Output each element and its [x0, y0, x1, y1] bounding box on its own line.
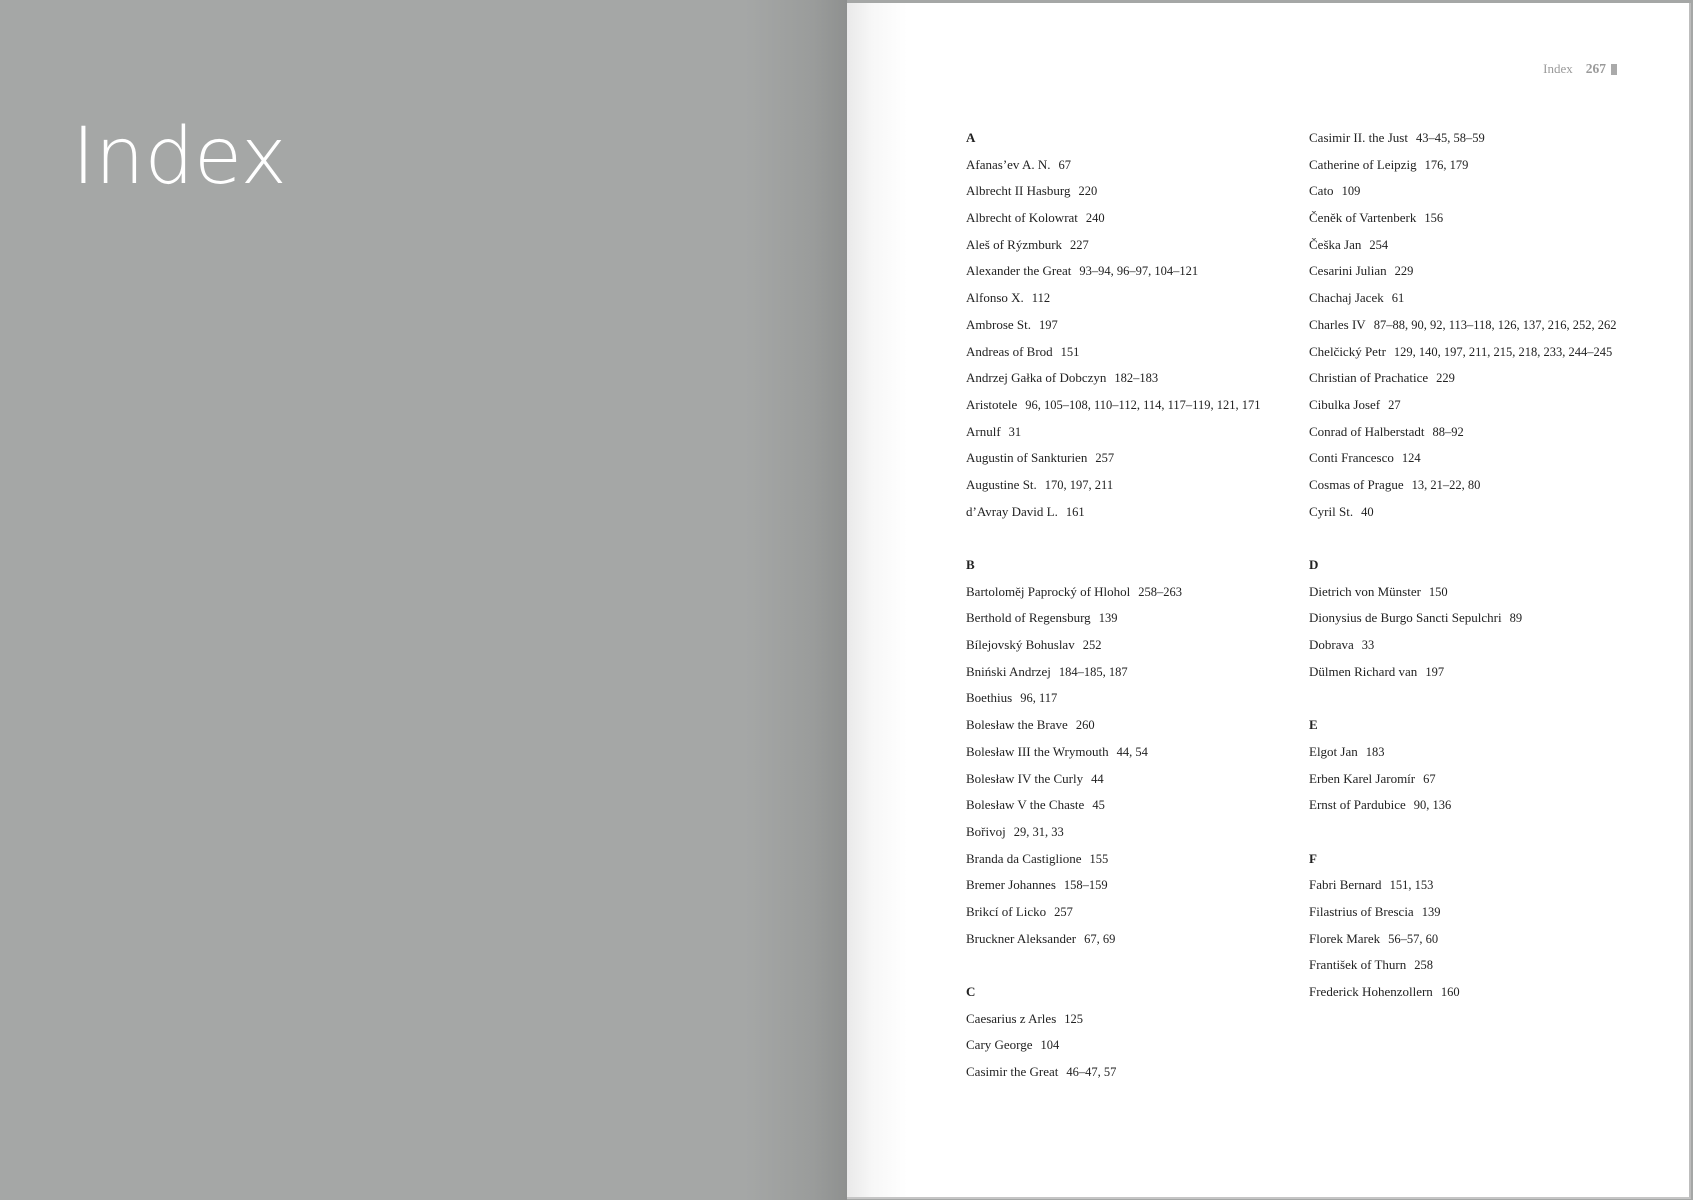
index-entry [1309, 926, 1617, 953]
index-entry [966, 232, 1260, 259]
index-entry [966, 659, 1260, 686]
entry-pages: 67, 69 [1084, 931, 1116, 946]
entry-pages: 170, 197, 211 [1044, 477, 1114, 492]
entry-pages: 160 [1440, 985, 1460, 999]
index-entry [1309, 739, 1617, 766]
entry-name: Augustin of Sankturien [966, 450, 1088, 466]
running-head [1543, 61, 1617, 77]
entry-pages: 150 [1428, 584, 1448, 599]
entry-name: Chachaj Jacek [1309, 290, 1384, 306]
index-entry [1309, 605, 1617, 632]
index-column-right [1309, 125, 1617, 1032]
entry-name: Bolesław III the Wrymouth [966, 743, 1109, 759]
entry-pages: 87–88, 90, 92, 113–118, 126, 137, 216, 252, 262 [1373, 317, 1617, 332]
index-entry [966, 445, 1260, 472]
entry-pages: 156 [1424, 211, 1444, 226]
entry-name: Cyril St. [1309, 503, 1354, 519]
index-entry [966, 872, 1260, 899]
index-entry [966, 739, 1260, 766]
index-entry [966, 1059, 1260, 1086]
index-entry [966, 605, 1260, 632]
entry-pages: 112 [1031, 291, 1051, 306]
index-entry [1309, 872, 1617, 899]
entry-name: Andreas of Brod [966, 343, 1053, 359]
entry-pages: 124 [1401, 451, 1421, 466]
entry-name: Ambrose St. [966, 316, 1031, 332]
index-entry [1309, 899, 1617, 926]
entry-name: d’Avray David L. [966, 503, 1058, 519]
entry-pages: 184–185, 187 [1058, 664, 1128, 679]
index-entry [1309, 766, 1617, 793]
index-section [966, 979, 1260, 1086]
running-head-label: Index [1543, 61, 1573, 76]
index-entry [1309, 232, 1617, 259]
section-letter: D [1309, 557, 1319, 572]
entry-pages: 260 [1075, 718, 1095, 733]
index-entry [966, 846, 1260, 873]
entry-name: Bořivoj [966, 823, 1006, 839]
entry-pages: 161 [1065, 504, 1085, 519]
entry-pages: 257 [1054, 904, 1073, 919]
index-entry [1309, 312, 1617, 339]
entry-pages: 13, 21–22, 80 [1411, 477, 1481, 492]
index-column-left [966, 125, 1260, 1112]
entry-name: Bolesław the Brave [966, 717, 1068, 733]
index-entry [1309, 178, 1617, 205]
entry-name: Casimir II. the Just [1309, 130, 1408, 145]
entry-name: Bolesław IV the Curly [966, 770, 1084, 786]
entry-pages: 29, 31, 33 [1013, 824, 1064, 839]
entry-name: Erben Karel Jaromír [1309, 770, 1416, 786]
entry-name: Charles IV [1309, 316, 1366, 332]
entry-name: Andrzej Gałka of Dobczyn [966, 370, 1107, 386]
index-entry [1309, 445, 1617, 472]
entry-pages: 44, 54 [1116, 744, 1148, 759]
entry-name: František of Thurn [1309, 957, 1407, 973]
entry-pages: 40 [1361, 504, 1374, 519]
entry-pages: 104 [1040, 1038, 1060, 1053]
entry-pages: 151 [1060, 344, 1080, 359]
index-entry [1309, 392, 1617, 419]
entry-pages: 197 [1425, 664, 1445, 679]
index-entry [966, 152, 1260, 179]
entry-name: Aleš of Rýzmburk [966, 236, 1063, 252]
section-letter: C [966, 984, 976, 999]
entry-name: Alexander the Great [966, 263, 1072, 279]
entry-pages: 151, 153 [1389, 878, 1434, 893]
index-entry [1309, 632, 1617, 659]
index-entry [1309, 979, 1617, 1006]
entry-name: Cesarini Julian [1309, 263, 1387, 279]
entry-name: Čeněk of Vartenberk [1309, 210, 1417, 226]
index-section [966, 125, 1260, 525]
index-entry [966, 205, 1260, 232]
entry-name: Afanas’ev A. N. [966, 156, 1051, 172]
entry-pages: 56–57, 60 [1388, 931, 1439, 946]
index-entry [1309, 419, 1617, 446]
index-entry [966, 766, 1260, 793]
index-entry [1309, 499, 1617, 526]
index-entry [966, 899, 1260, 926]
entry-name: Filastrius of Brescia [1309, 903, 1414, 919]
index-entry [966, 1006, 1260, 1033]
entry-pages: 109 [1341, 184, 1361, 199]
entry-pages: 43–45, 58–59 [1415, 131, 1485, 145]
index-entry [1309, 258, 1617, 285]
section-letter: F [1309, 850, 1317, 866]
index-entry [1309, 205, 1617, 232]
index-entry [966, 312, 1260, 339]
entry-name: Arnulf [966, 423, 1001, 439]
page-title: Index [72, 112, 287, 202]
entry-name: Boethius [966, 690, 1013, 706]
entry-pages: 125 [1064, 1011, 1084, 1026]
index-section [1309, 712, 1617, 819]
section-letter: E [1309, 717, 1318, 733]
index-entry [1309, 125, 1617, 152]
index-entry [1309, 339, 1617, 366]
entry-name: Dietrich von Münster [1309, 583, 1421, 599]
entry-pages: 183 [1365, 744, 1385, 759]
entry-pages: 90, 136 [1413, 798, 1452, 813]
entry-pages: 229 [1394, 264, 1414, 279]
entry-pages: 31 [1008, 424, 1022, 439]
entry-name: Češka Jan [1309, 236, 1362, 252]
entry-name: Conti Francesco [1309, 450, 1394, 466]
index-section [1309, 552, 1617, 685]
index-entry [966, 579, 1260, 606]
entry-pages: 67 [1423, 771, 1436, 786]
entry-name: Conrad of Halberstadt [1309, 423, 1425, 439]
page-number: 267 [1585, 61, 1606, 76]
index-entry [1309, 792, 1617, 819]
index-entry [1309, 152, 1617, 179]
entry-name: Christian of Prachatice [1309, 370, 1429, 386]
entry-name: Catherine of Leipzig [1309, 156, 1417, 172]
entry-name: Bremer Johannes [966, 877, 1056, 893]
entry-pages: 254 [1369, 237, 1389, 252]
index-section [966, 552, 1260, 952]
entry-pages: 139 [1421, 904, 1441, 919]
entry-pages: 93–94, 96–97, 104–121 [1079, 264, 1199, 279]
entry-name: Casimir the Great [966, 1064, 1059, 1080]
entry-name: Dionysius de Burgo Sancti Sepulchri [1309, 610, 1502, 626]
entry-name: Cibulka Josef [1309, 396, 1381, 412]
entry-name: Augustine St. [966, 476, 1037, 492]
entry-pages: 176, 179 [1424, 157, 1469, 172]
index-entry [966, 258, 1260, 285]
entry-name: Fabri Bernard [1309, 877, 1382, 893]
entry-name: Bílejovský Bohuslav [966, 637, 1075, 653]
entry-name: Albrecht II Hasburg [966, 183, 1071, 199]
page-marker-icon [1611, 64, 1617, 75]
index-entry [966, 472, 1260, 499]
entry-pages: 88–92 [1432, 424, 1464, 439]
entry-name: Cato [1309, 183, 1334, 199]
entry-name: Bartoloměj Paprocký of Hlohol [966, 583, 1131, 599]
index-entry [966, 178, 1260, 205]
index-entry [966, 792, 1260, 819]
entry-pages: 182–183 [1114, 371, 1159, 386]
index-entry [1309, 365, 1617, 392]
entry-pages: 33 [1361, 638, 1375, 653]
entry-pages: 155 [1089, 851, 1109, 866]
entry-pages: 45 [1092, 798, 1105, 813]
entry-name: Brikcí of Licko [966, 903, 1047, 919]
entry-name: Dobrava [1309, 637, 1354, 653]
index-entry [966, 926, 1260, 953]
index-entry [1309, 952, 1617, 979]
entry-pages: 240 [1085, 211, 1105, 226]
entry-pages: 89 [1509, 611, 1523, 626]
entry-name: Cary George [966, 1037, 1033, 1053]
index-section [1309, 846, 1617, 1006]
entry-name: Ernst of Pardubice [1309, 797, 1406, 813]
entry-pages: 129, 140, 197, 211, 215, 218, 233, 244–245 [1393, 344, 1613, 359]
index-entry [966, 819, 1260, 846]
entry-pages: 27 [1388, 397, 1401, 412]
entry-name: Chelčický Petr [1309, 343, 1386, 359]
entry-pages: 44 [1091, 771, 1104, 786]
entry-name: Aristotele [966, 396, 1018, 412]
index-section [1309, 125, 1617, 525]
index-entry [1309, 472, 1617, 499]
index-entry [1309, 579, 1617, 606]
entry-pages: 220 [1078, 184, 1098, 199]
entry-name: Albrecht of Kolowrat [966, 210, 1078, 226]
index-entry [966, 712, 1260, 739]
entry-pages: 67 [1058, 157, 1071, 172]
entry-name: Dülmen Richard van [1309, 663, 1418, 679]
entry-name: Alfonso X. [966, 290, 1024, 306]
entry-name: Bniński Andrzej [966, 663, 1051, 679]
index-entry [966, 339, 1260, 366]
entry-pages: 227 [1070, 237, 1089, 252]
entry-pages: 96, 105–108, 110–112, 114, 117–119, 121, 171 [1025, 397, 1261, 412]
section-letter: B [966, 557, 975, 572]
entry-pages: 61 [1391, 291, 1405, 306]
index-entry [966, 392, 1260, 419]
entry-name: Berthold of Regensburg [966, 610, 1091, 626]
entry-pages: 257 [1095, 451, 1115, 466]
index-entry [966, 285, 1260, 312]
entry-name: Florek Marek [1309, 930, 1381, 946]
right-page [847, 3, 1691, 1199]
entry-name: Bruckner Aleksander [966, 930, 1077, 946]
entry-name: Bolesław V the Chaste [966, 797, 1085, 813]
entry-pages: 258–263 [1138, 584, 1183, 599]
index-entry [966, 419, 1260, 446]
entry-name: Frederick Hohenzollern [1309, 984, 1433, 999]
entry-name: Cosmas of Prague [1309, 476, 1404, 492]
entry-pages: 46–47, 57 [1066, 1065, 1117, 1080]
entry-name: Elgot Jan [1309, 743, 1358, 759]
index-entry [966, 1032, 1260, 1059]
entry-pages: 158–159 [1063, 878, 1108, 893]
index-entry [966, 685, 1260, 712]
entry-name: Caesarius z Arles [966, 1010, 1057, 1026]
entry-pages: 252 [1082, 638, 1102, 653]
entry-pages: 229 [1436, 371, 1455, 386]
index-entry [1309, 659, 1617, 686]
index-entry [966, 632, 1260, 659]
entry-pages: 96, 117 [1020, 691, 1058, 706]
entry-pages: 197 [1039, 317, 1058, 332]
entry-pages: 258 [1414, 958, 1433, 973]
index-entry [1309, 285, 1617, 312]
index-entry [966, 499, 1260, 526]
section-letter: A [966, 130, 976, 145]
entry-pages: 139 [1098, 611, 1118, 626]
index-entry [966, 365, 1260, 392]
entry-name: Branda da Castiglione [966, 850, 1082, 866]
